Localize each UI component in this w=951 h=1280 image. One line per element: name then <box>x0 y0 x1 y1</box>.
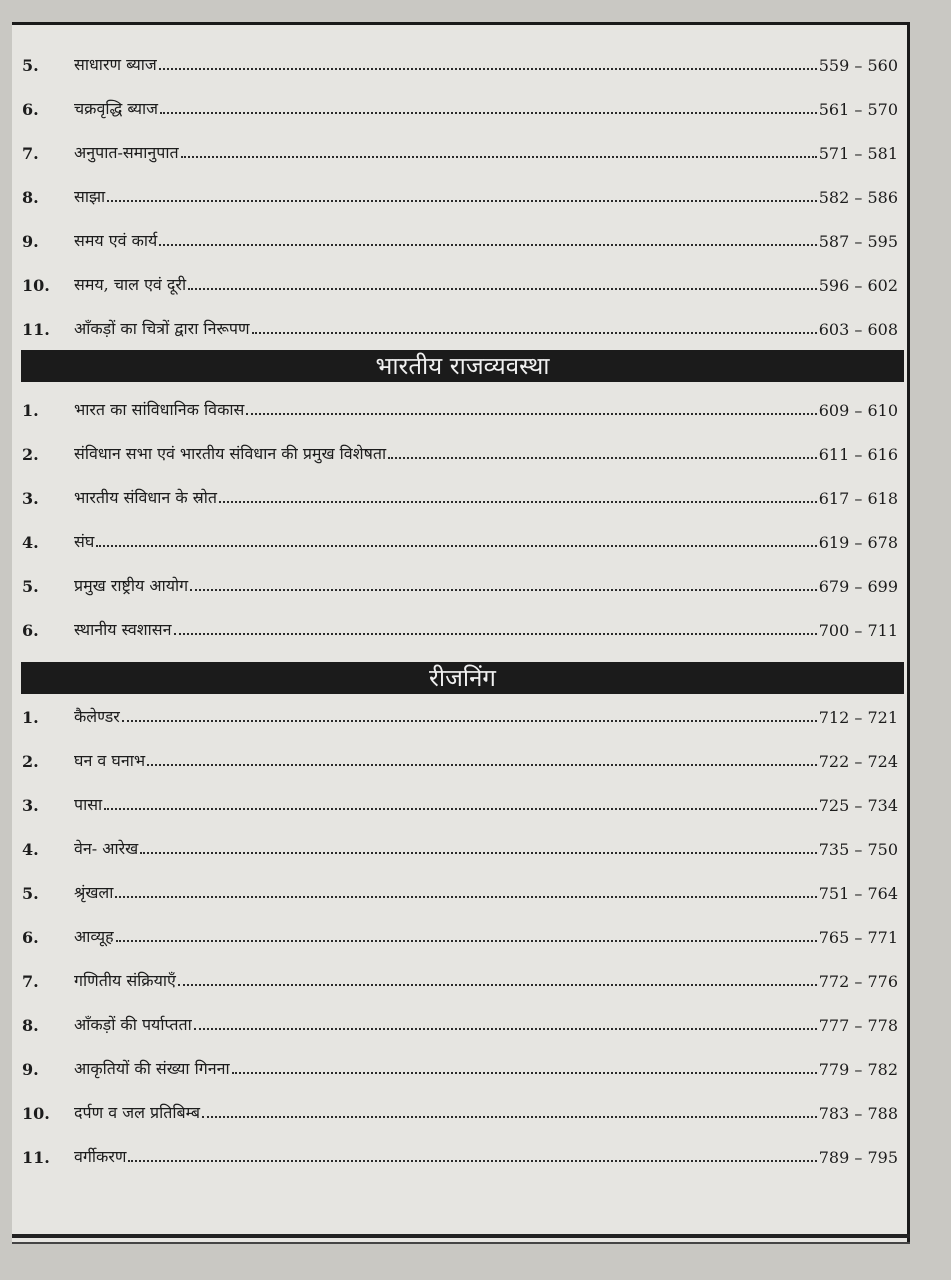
toc-item-pages: 679 – 699 <box>818 577 898 596</box>
dot-leader <box>140 851 816 854</box>
toc-item-pages: 777 – 778 <box>818 1016 898 1035</box>
toc-item-number: 11. <box>22 1148 50 1167</box>
toc-item-number: 10. <box>22 1104 50 1123</box>
dot-leader <box>190 588 817 591</box>
toc-item-title: चक्रवृद्धि ब्याज <box>74 99 159 118</box>
toc-item-number: 2. <box>22 445 39 464</box>
bottom-rule <box>12 1234 910 1238</box>
toc-item-pages: 561 – 570 <box>818 100 898 119</box>
section-header: भारतीय राजव्यवस्था <box>21 350 904 382</box>
dot-leader <box>194 1027 817 1030</box>
toc-item-number: 1. <box>22 401 39 420</box>
toc-item-title: समय, चाल एवं दूरी <box>74 275 187 294</box>
toc-item-pages: 619 – 678 <box>818 533 898 552</box>
toc-item-title: समय एवं कार्य <box>74 231 158 250</box>
dot-leader <box>178 983 817 986</box>
dot-leader <box>160 111 817 114</box>
toc-item-title: कैलेण्डर <box>74 707 120 726</box>
toc-row[interactable] <box>12 741 898 771</box>
dot-leader <box>122 719 817 722</box>
toc-item-title: संविधान सभा एवं भारतीय संविधान की प्रमुख विशेषता <box>74 444 387 463</box>
toc-item-title: गणितीय संक्रियाएँ <box>74 971 176 990</box>
toc-item-number: 3. <box>22 796 39 815</box>
toc-item-number: 11. <box>22 320 50 339</box>
toc-row[interactable] <box>12 309 898 339</box>
toc-item-pages: 789 – 795 <box>818 1148 898 1167</box>
toc-item-number: 9. <box>22 232 39 251</box>
toc-item-pages: 751 – 764 <box>818 884 898 903</box>
toc-row[interactable] <box>12 221 898 251</box>
toc-item-pages: 596 – 602 <box>818 276 898 295</box>
toc-item-number: 4. <box>22 533 39 552</box>
toc-item-title: साझा <box>74 187 106 206</box>
toc-item-number: 6. <box>22 100 39 119</box>
dot-leader <box>128 1159 816 1162</box>
dot-leader <box>115 895 816 898</box>
toc-item-title: साधारण ब्याज <box>74 55 157 74</box>
toc-row[interactable] <box>12 566 898 596</box>
dot-leader <box>159 67 817 70</box>
dot-leader <box>181 155 817 158</box>
toc-item-number: 6. <box>22 621 39 640</box>
toc-row[interactable] <box>12 89 898 119</box>
toc-row[interactable] <box>12 478 898 508</box>
toc-item-title: दर्पण व जल प्रतिबिम्ब <box>74 1103 201 1122</box>
dot-leader <box>219 500 817 503</box>
toc-row[interactable] <box>12 390 898 420</box>
toc-item-title: वर्गीकरण <box>74 1147 127 1166</box>
dot-leader <box>107 199 817 202</box>
toc-item-number: 7. <box>22 144 39 163</box>
toc-item-title: आँकड़ों की पर्याप्तता <box>74 1015 192 1034</box>
toc-row[interactable] <box>12 785 898 815</box>
toc-item-pages: 582 – 586 <box>818 188 898 207</box>
toc-row[interactable] <box>12 265 898 295</box>
dot-leader <box>104 807 817 810</box>
toc-item-title: अनुपात-समानुपात <box>74 143 179 162</box>
dot-leader <box>246 412 816 415</box>
toc-item-number: 5. <box>22 884 39 903</box>
toc-row[interactable] <box>12 434 898 464</box>
toc-item-title: आकृतियों की संख्या गिनना <box>74 1059 230 1078</box>
toc-item-title: भारतीय संविधान के स्रोत <box>74 488 217 507</box>
toc-row[interactable] <box>12 961 898 991</box>
toc-item-number: 8. <box>22 188 39 207</box>
dot-leader <box>202 1115 817 1118</box>
toc-item-pages: 571 – 581 <box>818 144 898 163</box>
toc-item-number: 3. <box>22 489 39 508</box>
toc-item-number: 7. <box>22 972 39 991</box>
table-of-contents <box>12 25 907 1244</box>
book-page <box>12 22 910 1244</box>
dot-leader <box>232 1071 817 1074</box>
dot-leader <box>96 544 816 547</box>
toc-item-number: 10. <box>22 276 50 295</box>
toc-item-pages: 587 – 595 <box>818 232 898 251</box>
toc-item-title: घन व घनाभ <box>74 751 146 770</box>
toc-item-number: 5. <box>22 56 39 75</box>
dot-leader <box>388 456 817 459</box>
toc-row[interactable] <box>12 697 898 727</box>
toc-item-title: संघ <box>74 532 95 551</box>
toc-item-number: 4. <box>22 840 39 859</box>
toc-item-pages: 603 – 608 <box>818 320 898 339</box>
toc-item-pages: 735 – 750 <box>818 840 898 859</box>
toc-row[interactable] <box>12 133 898 163</box>
toc-item-pages: 617 – 618 <box>818 489 898 508</box>
toc-item-title: स्थानीय स्वशासन <box>74 620 172 639</box>
toc-item-title: वेन- आरेख <box>74 839 139 858</box>
toc-row[interactable] <box>12 1005 898 1035</box>
toc-item-pages: 772 – 776 <box>818 972 898 991</box>
dot-leader <box>159 243 816 246</box>
toc-item-title: आव्यूह <box>74 927 114 946</box>
toc-item-pages: 765 – 771 <box>818 928 898 947</box>
dot-leader <box>188 287 817 290</box>
toc-row[interactable] <box>12 1049 898 1079</box>
toc-item-number: 5. <box>22 577 39 596</box>
toc-item-number: 8. <box>22 1016 39 1035</box>
bottom-rule-thin <box>12 1242 910 1244</box>
toc-item-title: प्रमुख राष्ट्रीय आयोग <box>74 576 189 595</box>
toc-row[interactable] <box>12 917 898 947</box>
toc-item-pages: 700 – 711 <box>818 621 898 640</box>
toc-item-pages: 783 – 788 <box>818 1104 898 1123</box>
toc-item-title: पासा <box>74 795 103 814</box>
toc-item-pages: 712 – 721 <box>818 708 898 727</box>
toc-item-pages: 779 – 782 <box>818 1060 898 1079</box>
toc-item-number: 6. <box>22 928 39 947</box>
toc-item-pages: 611 – 616 <box>818 445 898 464</box>
toc-row[interactable] <box>12 45 898 75</box>
toc-item-pages: 725 – 734 <box>818 796 898 815</box>
dot-leader <box>116 939 817 942</box>
section-header: रीजनिंग <box>21 662 904 694</box>
toc-item-pages: 609 – 610 <box>818 401 898 420</box>
toc-row[interactable] <box>12 610 898 640</box>
dot-leader <box>252 331 817 334</box>
dot-leader <box>174 632 817 635</box>
toc-row[interactable] <box>12 522 898 552</box>
dot-leader <box>147 763 817 766</box>
toc-row[interactable] <box>12 1137 898 1167</box>
toc-item-number: 9. <box>22 1060 39 1079</box>
toc-row[interactable] <box>12 873 898 903</box>
toc-item-title: श्रृंखला <box>74 883 114 902</box>
toc-item-pages: 559 – 560 <box>818 56 898 75</box>
toc-row[interactable] <box>12 829 898 859</box>
toc-row[interactable] <box>12 177 898 207</box>
toc-item-pages: 722 – 724 <box>818 752 898 771</box>
toc-item-number: 2. <box>22 752 39 771</box>
toc-row[interactable] <box>12 1093 898 1123</box>
toc-item-title: भारत का सांविधानिक विकास <box>74 400 245 419</box>
toc-item-number: 1. <box>22 708 39 727</box>
toc-item-title: आँकड़ों का चित्रों द्वारा निरूपण <box>74 319 250 338</box>
